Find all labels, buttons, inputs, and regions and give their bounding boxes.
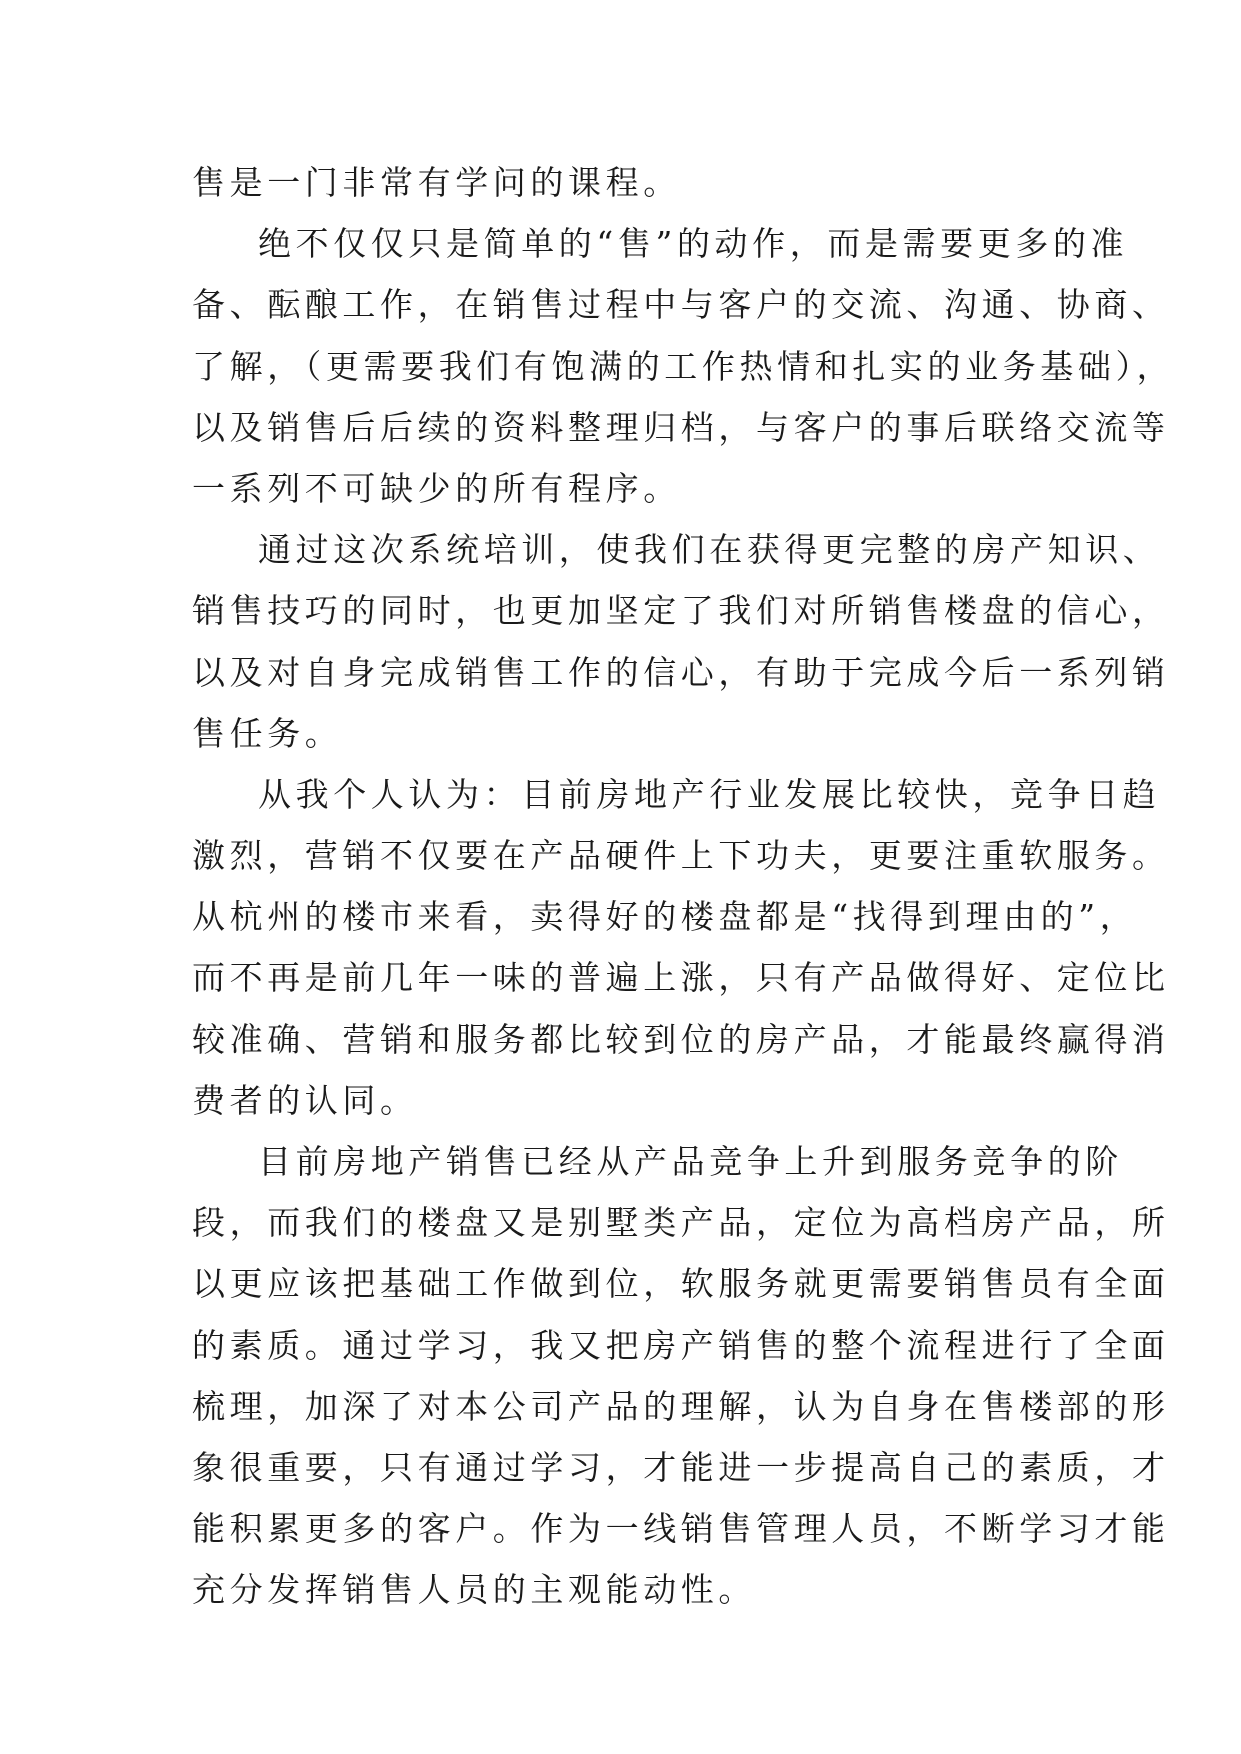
text-line: 售任务。 bbox=[192, 713, 343, 753]
text-line: 充分发挥销售人员的主观能动性。 bbox=[192, 1570, 756, 1610]
text-line: 的素质。通过学习，我又把房产销售的整个流程进行了全面 bbox=[192, 1325, 1170, 1365]
text-line: 目前房地产销售已经从产品竞争上升到服务竞争的阶 bbox=[258, 1142, 1123, 1181]
text-line: 以及对自身完成销售工作的信心，有助于完成今后一系列销 bbox=[192, 652, 1170, 692]
text-line: 从我个人认为：目前房地产行业发展比较快，竞争日趋 bbox=[258, 774, 1161, 814]
text-line: 了解，（更需要我们有饱满的工作热情和扎实的业务基础）， bbox=[192, 346, 1175, 386]
text-line: 象很重要，只有通过学习，才能进一步提高自己的素质，才 bbox=[192, 1447, 1170, 1487]
document-body bbox=[192, 152, 1175, 1621]
text-line: 激烈，营销不仅要在产品硬件上下功夫，更要注重软服务。 bbox=[192, 836, 1170, 876]
text-line: 从杭州的楼市来看，卖得好的楼盘都是“找得到理由的”， bbox=[192, 897, 1138, 937]
text-line: 一系列不可缺少的所有程序。 bbox=[192, 468, 681, 508]
text-line: 较准确、营销和服务都比较到位的房产品，才能最终赢得消 bbox=[192, 1019, 1170, 1059]
text-line: 备、酝酿工作，在销售过程中与客户的交流、沟通、协商、 bbox=[192, 285, 1170, 325]
text-line: 绝不仅仅只是简单的“售”的动作，而是需要更多的准 bbox=[258, 224, 1129, 264]
text-line: 能积累更多的客户。作为一线销售管理人员，不断学习才能 bbox=[192, 1509, 1170, 1549]
text-line: 而不再是前几年一味的普遍上涨，只有产品做得好、定位比 bbox=[192, 958, 1170, 998]
text-line: 以更应该把基础工作做到位，软服务就更需要销售员有全面 bbox=[192, 1264, 1170, 1304]
text-line: 通过这次系统培训，使我们在获得更完整的房产知识、 bbox=[258, 530, 1161, 570]
text-line: 销售技巧的同时，也更加坚定了我们对所销售楼盘的信心， bbox=[192, 591, 1170, 631]
text-line: 费者的认同。 bbox=[192, 1080, 418, 1120]
text-line: 售是一门非常有学问的课程。 bbox=[192, 163, 681, 202]
text-line: 梳理，加深了对本公司产品的理解，认为自身在售楼部的形 bbox=[192, 1386, 1170, 1426]
text-line: 以及销售后后续的资料整理归档，与客户的事后联络交流等 bbox=[192, 407, 1170, 447]
text-line: 段，而我们的楼盘又是别墅类产品，定位为高档房产品，所 bbox=[192, 1203, 1170, 1243]
